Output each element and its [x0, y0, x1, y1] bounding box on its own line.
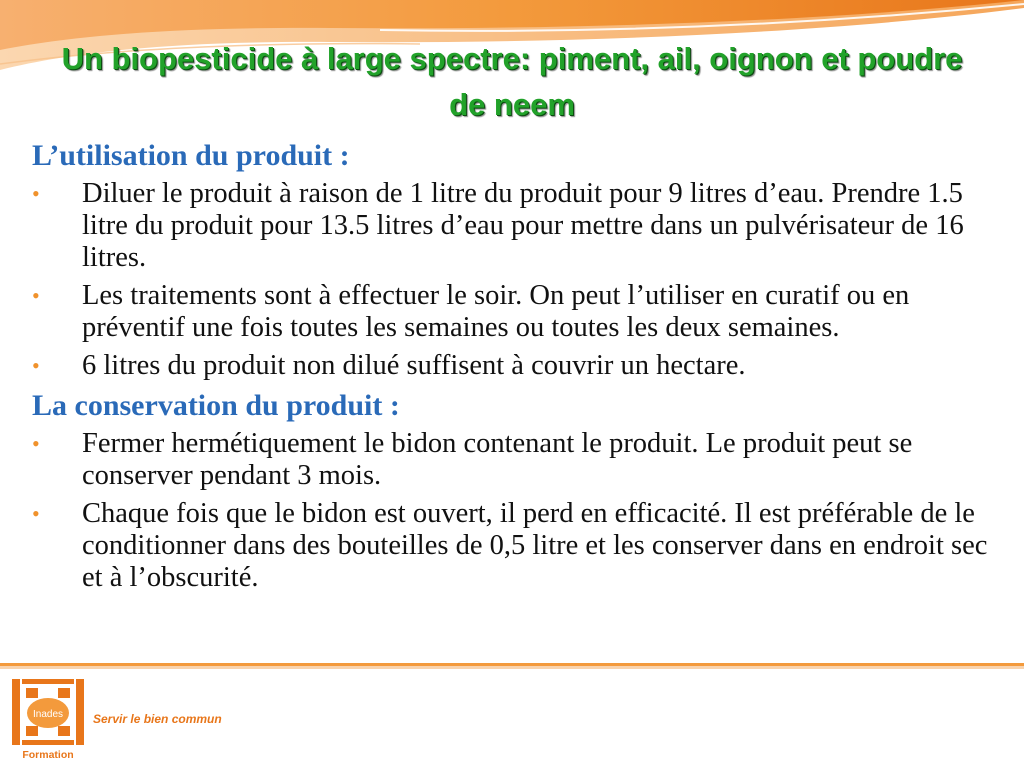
- bullet-icon: •: [32, 181, 40, 206]
- footer-tagline: Servir le bien commun: [93, 712, 222, 726]
- bullet-icon: •: [32, 283, 40, 308]
- slide-title: Un biopesticide à large spectre: piment, ail, oignon et poudre de neem: [61, 41, 963, 122]
- bullet-icon: •: [32, 431, 40, 456]
- slide-content: [32, 136, 992, 600]
- section-heading-conservation: La conservation du produit :: [32, 389, 400, 422]
- bullet-list-utilisation: [32, 178, 992, 382]
- list-item-text: Les traitements sont à effectuer le soir. On peut l’utiliser en curatif ou en préventif une fois toutes les semaines ou toutes les deux semaines.: [82, 280, 910, 343]
- list-item: [32, 350, 992, 382]
- list-item: [32, 498, 992, 594]
- list-item: [32, 178, 992, 274]
- footer-divider: [0, 663, 1024, 671]
- logo-top-text: Inades: [32, 709, 64, 720]
- logo-bottom-text: Formation: [22, 749, 74, 761]
- list-item-text: Chaque fois que le bidon est ouvert, il perd en efficacité. Il est préférable de le conditionner dans des bouteilles de 0,5 litre et les conserver dans en endroit sec et à l’obscurité.: [82, 498, 988, 593]
- bullet-icon: •: [32, 353, 40, 378]
- list-item: [32, 280, 992, 344]
- list-item-text: Fermer hermétiquement le bidon contenant le produit. Le produit peut se conserver pendant 3 mois.: [82, 428, 913, 491]
- list-item-text: Diluer le produit à raison de 1 litre du produit pour 9 litres d’eau. Prendre 1.5 litre du produit pour 13.5 litres d’eau pour mettre dans un pulvérisateur de 16 litres.: [82, 178, 964, 273]
- list-item: [32, 428, 992, 492]
- bullet-icon: •: [32, 501, 40, 526]
- section-heading-utilisation: L’utilisation du produit :: [32, 139, 350, 172]
- inades-formation-logo: [10, 676, 88, 762]
- list-item-text: 6 litres du produit non dilué suffisent à couvrir un hectare.: [82, 350, 746, 381]
- bullet-list-conservation: [32, 428, 992, 594]
